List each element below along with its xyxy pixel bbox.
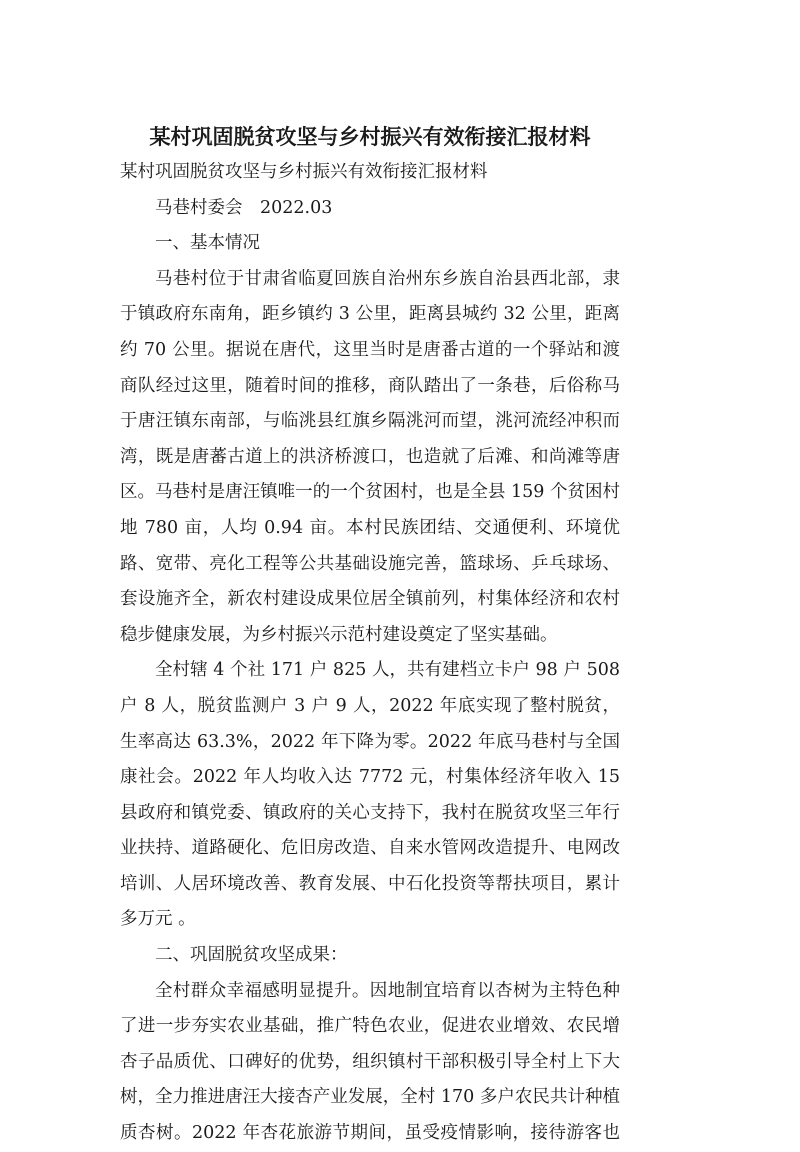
text-line: 培训、人居环境改善、教育发展、中石化投资等帮扶项目，累计	[120, 873, 620, 894]
text-line: 于镇政府东南角，距乡镇约 3 公里，距离县城约 32 公里，距离	[120, 304, 620, 325]
paragraph-achievements	[120, 974, 620, 1152]
document-subtitle: 某村巩固脱贫攻坚与乡村振兴有效衔接汇报材料	[120, 162, 488, 182]
text-line: 质杏树。2022 年杏花旅游节期间，虽受疫情影响，接待游客也	[120, 1123, 620, 1144]
text-line: 商队经过这里，随着时间的推移，商队踏出了一条巷，后俗称马	[120, 375, 620, 396]
document-page	[120, 119, 620, 1152]
text-line: 套设施齐全，新农村建设成果位居全镇前列，村集体经济和农村	[120, 589, 620, 610]
text-line: 杏子品质优、口碑好的优势，组织镇村干部积极引导全村上下大	[120, 1051, 620, 1072]
paragraph-basic-info	[120, 262, 620, 654]
section-heading: 二、巩固脱贫攻坚成果：	[155, 945, 348, 966]
document-title: 某村巩固脱贫攻坚与乡村振兴有效衔接汇报材料	[149, 125, 591, 149]
author-date: 马巷村委会 2022.03	[155, 197, 333, 218]
text-line: 于唐汪镇东南部，与临洮县红旗乡隔洮河而望，洮河流经冲积而	[120, 411, 620, 432]
text-line: 区。马巷村是唐汪镇唯一的一个贫困村，也是全县 159 个贫困村	[120, 482, 620, 503]
text-line: 了进一步夯实农业基础，推广特色农业，促进农业增效、农民增	[120, 1016, 620, 1037]
text-line: 稳步健康发展，为乡村振兴示范村建设奠定了坚实基础。	[120, 624, 558, 645]
text-line: 县政府和镇党委、镇政府的关心支持下，我村在脱贫攻坚三年行	[120, 802, 620, 823]
text-line: 湾，既是唐蕃古道上的洪济桥渡口，也造就了后滩、和尚滩等唐	[120, 446, 620, 467]
paragraph-statistics	[120, 653, 620, 938]
text-line: 马巷村位于甘肃省临夏回族自治州东乡族自治县西北部，隶	[155, 268, 620, 289]
text-line: 全村辖 4 个社 171 户 825 人，共有建档立卡户 98 户 508	[155, 660, 620, 681]
text-line: 户 8 人，脱贫监测户 3 户 9 人，2022 年底实现了整村脱贫，	[120, 695, 620, 716]
text-line: 生率高达 63.3%，2022 年下降为零。2022 年底马巷村与全国	[120, 731, 620, 752]
text-line: 地 780 亩，人均 0.94 亩。本村民族团结、交通便利、环境优	[120, 517, 620, 538]
text-line: 多万元 。	[120, 909, 196, 930]
text-line: 业扶持、道路硬化、危旧房改造、自来水管网改造提升、电网改	[120, 838, 620, 859]
text-line: 树，全力推进唐汪大接杏产业发展，全村 170 多户农民共计种植	[120, 1087, 620, 1108]
text-line: 约 70 公里。据说在唐代，这里当时是唐番古道的一个驿站和渡	[120, 339, 620, 360]
section-heading: 一、基本情况	[155, 233, 260, 254]
text-line: 全村群众幸福感明显提升。因地制宜培育以杏树为主特色种	[155, 980, 620, 1001]
text-line: 路、宽带、亮化工程等公共基础设施完善，篮球场、乒乓球场、	[120, 553, 620, 574]
text-line: 康社会。2022 年人均收入达 7772 元，村集体经济年收入 15	[120, 767, 620, 788]
